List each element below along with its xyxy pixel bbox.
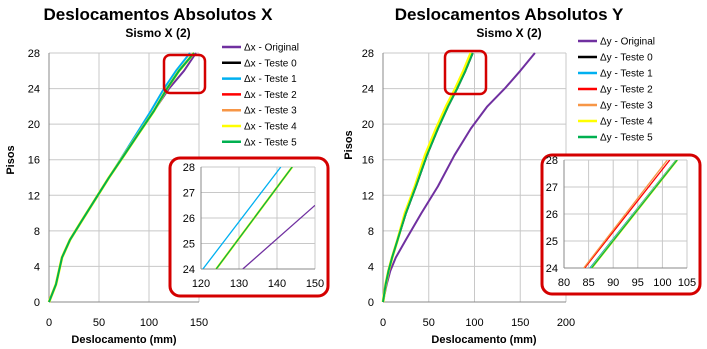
legend-label: Δx - Teste 2	[244, 89, 297, 101]
y-tick-label: 8	[33, 225, 40, 238]
inset-y-tick-label: 28	[182, 162, 195, 174]
inset-y-tick-label: 25	[182, 238, 195, 251]
y-tick-label: 0	[367, 297, 374, 309]
legend-label: Δy - Teste 5	[600, 132, 653, 144]
legend-label: Δx - Teste 3	[244, 105, 297, 117]
inset-y-tick-label: 26	[545, 209, 558, 221]
y-tick-label: 16	[361, 154, 374, 167]
series-line	[383, 53, 473, 302]
inset-y-tick-label: 28	[545, 155, 558, 167]
inset-y-tick-label: 26	[182, 213, 195, 225]
x-tick-label: 50	[422, 317, 435, 329]
inset-y-tick-label: 27	[182, 187, 195, 200]
chart-subtitle: Sismo X (2)	[125, 26, 191, 40]
legend-label: Δy - Teste 0	[600, 52, 653, 64]
x-axis-label: Deslocamento (mm)	[71, 334, 177, 346]
y-tick-label: 24	[361, 83, 374, 96]
x-tick-label: 100	[139, 317, 159, 329]
x-tick-label: 0	[45, 317, 53, 329]
legend-label: Δy - Original	[600, 36, 656, 48]
inset-x-tick-label: 130	[229, 278, 249, 290]
inset-x-tick-label: 80	[557, 277, 571, 289]
chart-title: Deslocamentos Absolutos Y	[394, 5, 624, 24]
series-line	[383, 53, 471, 302]
inset-x-tick-label: 105	[677, 277, 697, 289]
y-tick-label: 8	[367, 225, 374, 238]
series-line	[383, 53, 471, 302]
chart-subtitle: Sismo X (2)	[476, 26, 542, 40]
y-tick-label: 28	[361, 48, 374, 60]
inset-y-tick-label: 25	[545, 236, 558, 248]
legend-label: Δx - Teste 1	[244, 74, 297, 86]
y-tick-label: 28	[27, 48, 40, 60]
x-tick-label: 50	[92, 317, 106, 329]
inset-y-tick-label: 27	[545, 182, 558, 194]
x-tick-label: 150	[511, 317, 530, 329]
chart-title: Deslocamentos Absolutos X	[43, 5, 273, 24]
inset-y-tick-label: 24	[545, 263, 558, 275]
legend-label: Δx - Teste 4	[244, 121, 297, 133]
x-tick-label: 100	[465, 317, 484, 329]
y-tick-label: 12	[27, 190, 40, 203]
inset-x-tick-label: 90	[607, 277, 620, 289]
legend-label: Δy - Teste 3	[600, 100, 653, 112]
series-line	[383, 53, 473, 302]
y-tick-label: 16	[27, 154, 40, 167]
legend-label: Δx - Teste 5	[244, 137, 297, 149]
legend-label: Δx - Teste 0	[244, 58, 297, 70]
y-tick-label: 24	[27, 83, 40, 96]
inset-x-tick-label: 100	[653, 277, 672, 289]
legend-label: Δy - Teste 2	[600, 84, 653, 96]
inset-x-tick-label: 95	[631, 277, 644, 289]
y-axis-label: Pisos	[5, 145, 17, 175]
y-tick-label: 12	[361, 190, 374, 203]
inset-x-tick-label: 120	[191, 278, 211, 290]
x-tick-label: 200	[556, 317, 576, 329]
inset-x-tick-label: 85	[582, 277, 595, 289]
y-tick-label: 0	[33, 297, 40, 309]
legend-label: Δx - Original	[244, 42, 300, 54]
series-line	[383, 53, 535, 302]
x-tick-label: 0	[379, 317, 387, 329]
y-tick-label: 4	[367, 261, 374, 274]
inset-frame	[542, 155, 700, 294]
y-axis-label: Pisos	[343, 130, 355, 160]
legend-label: Δy - Teste 4	[600, 116, 653, 128]
x-tick-label: 150	[189, 317, 209, 329]
y-tick-label: 4	[33, 261, 40, 274]
inset-y-tick-label: 24	[182, 264, 195, 276]
inset-x-tick-label: 150	[305, 278, 325, 290]
x-axis-label: Deslocamento (mm)	[431, 334, 537, 346]
y-tick-label: 20	[361, 119, 374, 132]
inset-x-tick-label: 140	[267, 278, 287, 290]
y-tick-label: 20	[27, 119, 40, 132]
legend-label: Δy - Teste 1	[600, 68, 653, 80]
series-line	[383, 53, 473, 302]
series-line	[383, 53, 473, 302]
